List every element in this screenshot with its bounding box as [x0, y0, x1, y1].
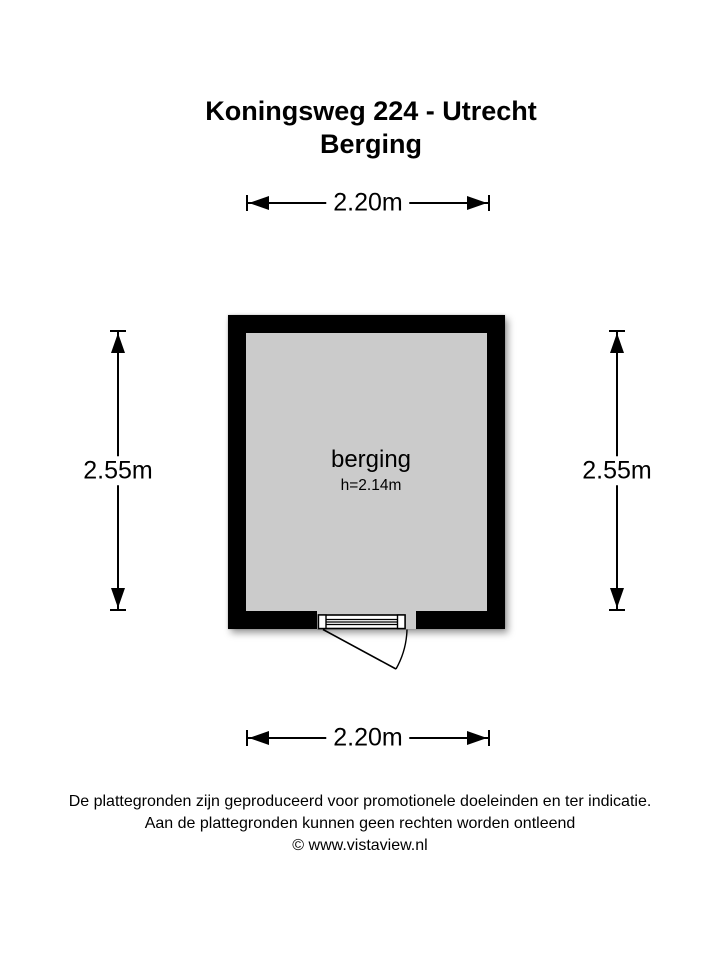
dimension-label-left: 2.55m — [76, 456, 159, 486]
dimension-tick — [246, 730, 248, 746]
dimension-label-right: 2.55m — [575, 456, 658, 486]
dimension-tick — [609, 330, 625, 332]
door-leaf-line — [323, 630, 396, 670]
dimension-tick — [110, 330, 126, 332]
arrow-down-icon — [111, 588, 125, 608]
door-symbol — [290, 598, 430, 690]
footer — [0, 791, 720, 857]
arrow-right-icon — [467, 731, 487, 745]
door-post — [319, 615, 327, 629]
arrow-left-icon — [249, 731, 269, 745]
footer-disclaimer-line2: Aan de plattegronden kunnen geen rechten worden ontleend — [144, 815, 576, 832]
room-ceiling-height-label: h=2.14m — [340, 477, 402, 494]
dimension-top — [247, 188, 489, 217]
door-swing-arc — [396, 630, 407, 670]
room-label: berging — [330, 446, 412, 473]
dimension-bottom — [247, 723, 489, 752]
arrow-up-icon — [610, 333, 624, 353]
arrow-left-icon — [249, 196, 269, 210]
page-title — [0, 95, 720, 161]
footer-disclaimer-line1: De plattegronden zijn geproduceerd voor promotionele doeleinden en ter indicatie. — [68, 793, 652, 810]
arrow-up-icon — [111, 333, 125, 353]
dimension-label-bottom: 2.20m — [326, 723, 409, 753]
dimension-label-top: 2.20m — [326, 188, 409, 218]
arrow-right-icon — [467, 196, 487, 210]
dimension-tick — [110, 609, 126, 611]
arrow-down-icon — [610, 588, 624, 608]
footer-credit: © www.vistaview.nl — [292, 837, 428, 854]
dimension-tick — [246, 195, 248, 211]
title-plan-name: Berging — [319, 129, 422, 159]
dimension-tick — [488, 195, 490, 211]
dimension-right — [582, 331, 652, 610]
dimension-tick — [609, 609, 625, 611]
dimension-tick — [488, 730, 490, 746]
dimension-left — [83, 331, 153, 610]
door-post — [398, 615, 406, 629]
title-address: Koningsweg 224 - Utrecht — [205, 96, 537, 126]
